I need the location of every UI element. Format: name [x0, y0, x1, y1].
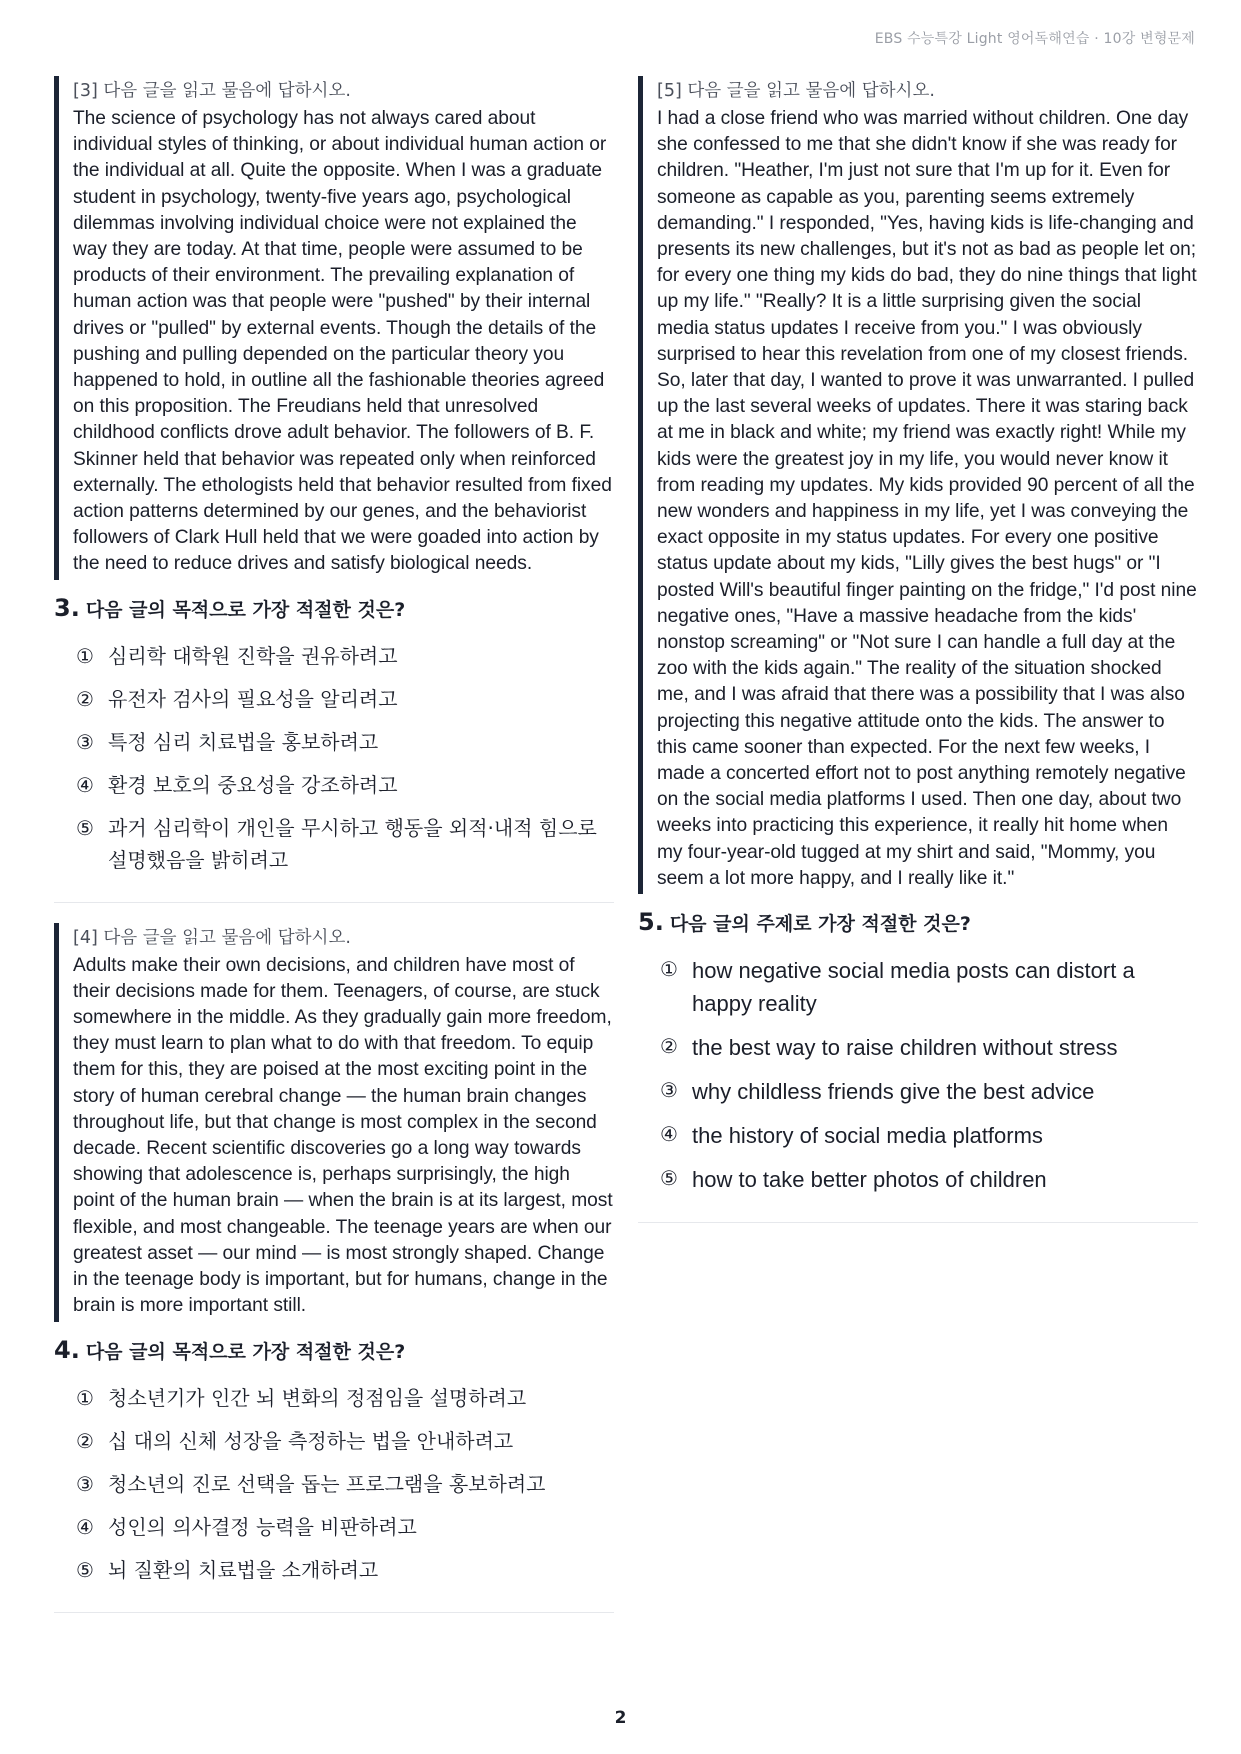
answer-option[interactable] — [76, 1554, 614, 1586]
answer-options-5 — [638, 954, 1198, 1196]
option-text: 십 대의 신체 성장을 측정하는 법을 안내하려고 — [108, 1428, 514, 1453]
question-3 — [54, 594, 614, 622]
passage-5 — [638, 76, 1198, 894]
left-column — [54, 76, 614, 1613]
option-text: 성인의 의사결정 능력을 비판하려고 — [108, 1514, 417, 1539]
question-4 — [54, 1336, 614, 1364]
option-number: ① — [76, 643, 94, 668]
option-number: ② — [76, 1428, 94, 1453]
option-text: how to take better photos of children — [692, 1167, 1047, 1193]
question-number: 3. — [54, 593, 80, 622]
option-text: 심리학 대학원 진학을 권유하려고 — [108, 643, 398, 668]
option-text: 특정 심리 치료법을 홍보하려고 — [108, 729, 379, 754]
right-column — [638, 76, 1198, 1223]
option-text: 청소년기가 인간 뇌 변화의 정점임을 설명하려고 — [108, 1385, 527, 1410]
answer-option[interactable] — [660, 1163, 1198, 1196]
passage-text: I had a close friend who was married without children. One day she confessed to me that she didn't know if she was ready for children. "Heather, I'm just not sure that I'm up for it. Even for someone as capable as you, parenting seems extremely demanding." I responded, "Yes, having kids is life-changing and presents its new challenges, but it's not as bad as people let on; for every one thing my kids do bad, they do nine things that light up my life." "Really? It is a little surprising given the social media status updates I receive from you." I was obviously surprised to hear this revelation from one of my closest friends. So, later that day, I wanted to prove it was unwarranted. I pulled up the last several weeks of updates. There it was staring back at me in black and white; my friend was exactly right! While my kids were the greatest joy in my life, you would never know it from reading my updates. My kids provided 90 percent of all the new wonders and happiness in my life, yet I was conveying the exact opposite in my status updates. For every one positive status update about my kids, "Lilly gives the best hugs" or "I posted Will's beautiful finger painting on the fridge," I'd post nine negative ones, "Have a massive headache from the kids' nonstop screaming" or "Not sure I can handle a full day at the zoo with the kids again." The reality of the situation shocked me, and I was afraid that there was a possibility that I was also projecting this negative attitude onto the kids. The answer to this came sooner than expected. For the next few weeks, I made a concerted effort not to post anything remotely negative on the social media platforms I used. Then one day, about two weeks into practicing this experience, it really hit home when my four-year-old tugged at my shirt and said, "Mommy, you seem a lot more happy, and I really like it." — [657, 108, 1197, 889]
option-number: ③ — [76, 729, 94, 754]
option-number: ④ — [76, 772, 94, 797]
option-number: ④ — [76, 1514, 94, 1539]
section-divider — [54, 1612, 614, 1613]
passage-3 — [54, 76, 614, 580]
option-text: 유전자 검사의 필요성을 알리려고 — [108, 686, 398, 711]
answer-option[interactable] — [76, 726, 614, 758]
question-prompt: 다음 글의 목적으로 가장 적절한 것은? — [85, 1340, 406, 1363]
passage-label: [3] 다음 글을 읽고 물음에 답하시오. — [73, 81, 351, 101]
passage-text: The science of psychology has not always cared about individual styles of thinking, or about individual human action or the individual at all. Quite the opposite. When I was a graduate student in psychology, twenty-five years ago, psychological dilemmas involving individual choice were not explained the way they are today. At that time, people were assumed to be products of their environment. The prevailing explanation of human action was that people were "pushed" by their internal drives or "pulled" by external events. Though the details of the pushing and pulling depended on the particular theory you happened to hold, in outline all the fashionable theories agreed on this proposition. The Freudians held that unresolved childhood conflicts drove adult behavior. The followers of B. F. Skinner held that behavior was repeated only when reinforced externally. The ethologists held that behavior resulted from fixed action patterns determined by our genes, and the behaviorist followers of Clark Hull held that we were goaded into action by the need to reduce drives and satisfy biological needs. — [73, 108, 612, 575]
answer-option[interactable] — [76, 683, 614, 715]
option-text: 청소년의 진로 선택을 돕는 프로그램을 홍보하려고 — [108, 1471, 546, 1496]
option-text: the best way to raise children without stress — [692, 1035, 1118, 1061]
answer-option[interactable] — [660, 1031, 1198, 1064]
option-number: ① — [660, 959, 678, 982]
page-number: 2 — [614, 1708, 627, 1728]
question-5 — [638, 908, 1198, 936]
answer-options-4 — [54, 1382, 614, 1586]
page-header-title: EBS 수능특강 Light 영어독해연습 · 10강 변형문제 — [874, 31, 1195, 47]
answer-option[interactable] — [660, 1075, 1198, 1108]
section-divider — [54, 902, 614, 903]
answer-option[interactable] — [660, 1119, 1198, 1152]
question-number: 5. — [638, 908, 664, 937]
option-number: ③ — [660, 1080, 678, 1103]
option-number: ② — [76, 686, 94, 711]
option-text: 환경 보호의 중요성을 강조하려고 — [108, 772, 398, 797]
answer-option[interactable] — [76, 812, 614, 876]
answer-option[interactable] — [76, 1468, 614, 1500]
question-number: 4. — [54, 1335, 80, 1364]
option-text: how negative social media posts can distort a happy reality — [692, 958, 1135, 1017]
question-prompt: 다음 글의 목적으로 가장 적절한 것은? — [85, 598, 406, 621]
option-text: why childless friends give the best advice — [692, 1079, 1095, 1105]
answer-options-3 — [54, 640, 614, 876]
answer-option[interactable] — [660, 954, 1198, 1020]
answer-option[interactable] — [76, 1511, 614, 1543]
option-text: 뇌 질환의 치료법을 소개하려고 — [108, 1557, 379, 1582]
option-number: ① — [76, 1385, 94, 1410]
answer-option[interactable] — [76, 769, 614, 801]
section-divider — [638, 1222, 1198, 1223]
option-number: ② — [660, 1036, 678, 1059]
passage-4 — [54, 923, 614, 1322]
option-number: ④ — [660, 1124, 678, 1147]
option-text: the history of social media platforms — [692, 1123, 1043, 1149]
option-number: ⑤ — [76, 1557, 94, 1582]
passage-label: [4] 다음 글을 읽고 물음에 답하시오. — [73, 927, 351, 948]
passage-text: Adults make their own decisions, and children have most of their decisions made for them. Teenagers, of course, are stuck somewhere in the middle. As they gradually gain more freedom, they must learn to plan what to do with that freedom. To equip them for this, they are poised at the most exciting point in the story of human cerebral change — the human brain changes throughout life, but that change is most complex in the second decade. Recent scientific discoveries go a long way towards showing that adolescence is, perhaps surprisingly, the high point of the human brain — when the brain is at its largest, most flexible, and most changeable. The teenage years are when our greatest asset — our mind — is most strongly shaped. Change in the teenage body is important, but for humans, change in the brain is more important still. — [73, 954, 613, 1317]
option-text: 과거 심리학이 개인을 무시하고 행동을 외적·내적 힘으로 설명했음을 밝히려고 — [108, 815, 597, 872]
answer-option[interactable] — [76, 640, 614, 672]
option-number: ⑤ — [76, 815, 94, 840]
option-number: ③ — [76, 1471, 94, 1496]
answer-option[interactable] — [76, 1425, 614, 1457]
question-prompt: 다음 글의 주제로 가장 적절한 것은? — [669, 913, 971, 936]
passage-label: [5] 다음 글을 읽고 물음에 답하시오. — [657, 81, 935, 101]
option-number: ⑤ — [660, 1168, 678, 1191]
answer-option[interactable] — [76, 1382, 614, 1414]
